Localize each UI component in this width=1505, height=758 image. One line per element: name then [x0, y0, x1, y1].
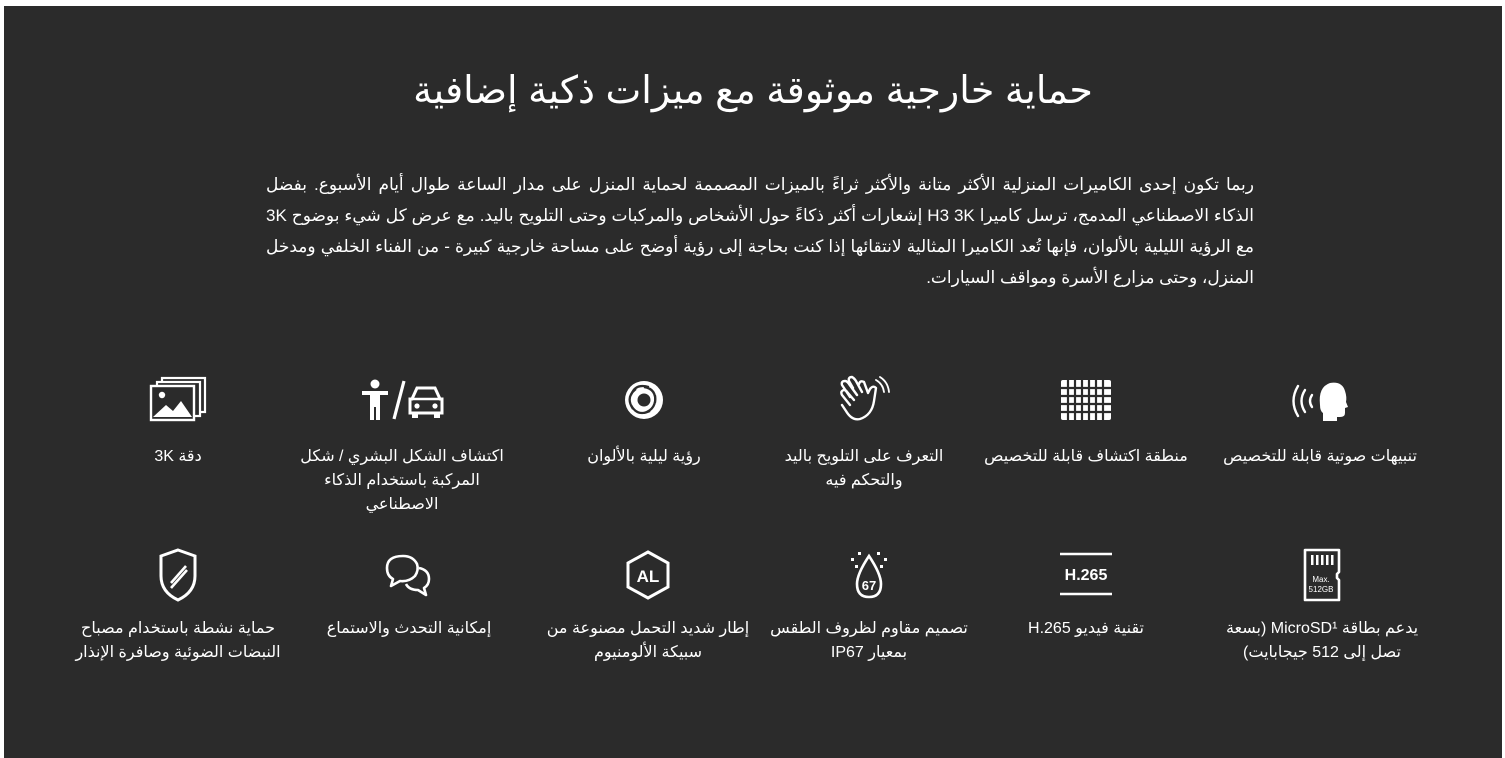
- color-aperture-icon: [619, 375, 669, 425]
- section-title: حماية خارجية موثوقة مع ميزات ذكية إضافية: [413, 70, 1093, 112]
- h265-icon-text: H.265: [1064, 567, 1108, 584]
- feature-label: رؤية ليلية بالألوان: [587, 448, 701, 465]
- ip67-icon-text: 67: [861, 578, 877, 593]
- features-panel: [4, 6, 1502, 758]
- feature-label: التعرف على التلويح باليد والتحكم فيه: [784, 448, 944, 489]
- photos-icon: [148, 375, 208, 425]
- microsd-icon-text-capacity: 512GB: [1308, 585, 1334, 594]
- microsd-icon-text-max: Max.: [1312, 575, 1330, 584]
- feature-label: اكتشاف الشكل البشري / شكل المركبة باستخدام الذكاء الاصطناعي: [300, 448, 504, 513]
- feature-label: تقنية فيديو H.265: [1028, 620, 1144, 637]
- feature-voice-alerts: [1215, 375, 1425, 469]
- feature-ai-detection: [297, 375, 507, 517]
- feature-label: إطار شديد التحمل مصنوعة من سبيكة الألومنيوم: [546, 620, 750, 661]
- feature-label: منطقة اكتشاف قابلة للتخصيص: [984, 448, 1188, 465]
- feature-aluminum-frame: [543, 546, 753, 665]
- feature-color-night-vision: [539, 375, 749, 469]
- feature-two-way-audio: [304, 546, 514, 641]
- h265-icon: [1054, 546, 1118, 604]
- person-vehicle-icon: [360, 375, 444, 425]
- feature-label: إمكانية التحدث والاستماع: [326, 620, 492, 637]
- microsd-card-icon: [1297, 546, 1347, 604]
- feature-label: حماية نشطة باستخدام مصباح النبضات الضوئية وصافرة الإنذار: [75, 620, 281, 661]
- chat-bubbles-icon: [381, 546, 437, 604]
- aluminum-icon-text: AL: [636, 567, 660, 586]
- feature-weatherproof: [764, 546, 974, 665]
- section-description: ربما تكون إحدى الكاميرات المنزلية الأكثر متانة والأكثر ثراءً بالميزات المصممة لحماية المنزل على مدار الساعة طوال أيام الأسبوع. بفضل الذكاء الاصطناعي المدمج، ترسل كاميرا H3 3K إشعارات أكثر ذكاءً حول الأشخاص والمركبات وحتى التلويح باليد. مع عرض كل شيء بوضوح 3K مع الرؤية الليلية بالألوان، فإنها تُعد الكاميرا المثالية لانتقائها إذا كنت بحاجة إلى رؤية أوضح على مساحة خارجية كبيرة - من الفناء الخلفي ومدخل المنزل، وحتى مزارع الأسرة ومواقف السيارات.: [266, 175, 1254, 287]
- feature-label: دقة 3K: [154, 448, 202, 465]
- hand-wave-icon: [836, 375, 892, 425]
- aluminum-icon: [620, 546, 676, 604]
- feature-3k-resolution: [73, 375, 283, 469]
- feature-h265: [981, 546, 1191, 641]
- feature-microsd: [1217, 546, 1427, 665]
- ip67-drop-icon: [841, 546, 897, 604]
- grid-icon: [1058, 375, 1114, 425]
- shield-icon: [153, 546, 203, 604]
- feature-label: تصميم مقاوم لظروف الطقس بمعيار IP67: [770, 620, 968, 661]
- feature-hand-wave: [759, 375, 969, 493]
- feature-label: تنبيهات صوتية قابلة للتخصيص: [1223, 448, 1417, 465]
- feature-active-protection: [73, 546, 283, 665]
- feature-detection-zone: [981, 375, 1191, 469]
- feature-label: يدعم بطاقة MicroSD¹ (بسعة تصل إلى 512 جيجابايت): [1225, 620, 1419, 661]
- voice-alert-icon: [1290, 375, 1350, 425]
